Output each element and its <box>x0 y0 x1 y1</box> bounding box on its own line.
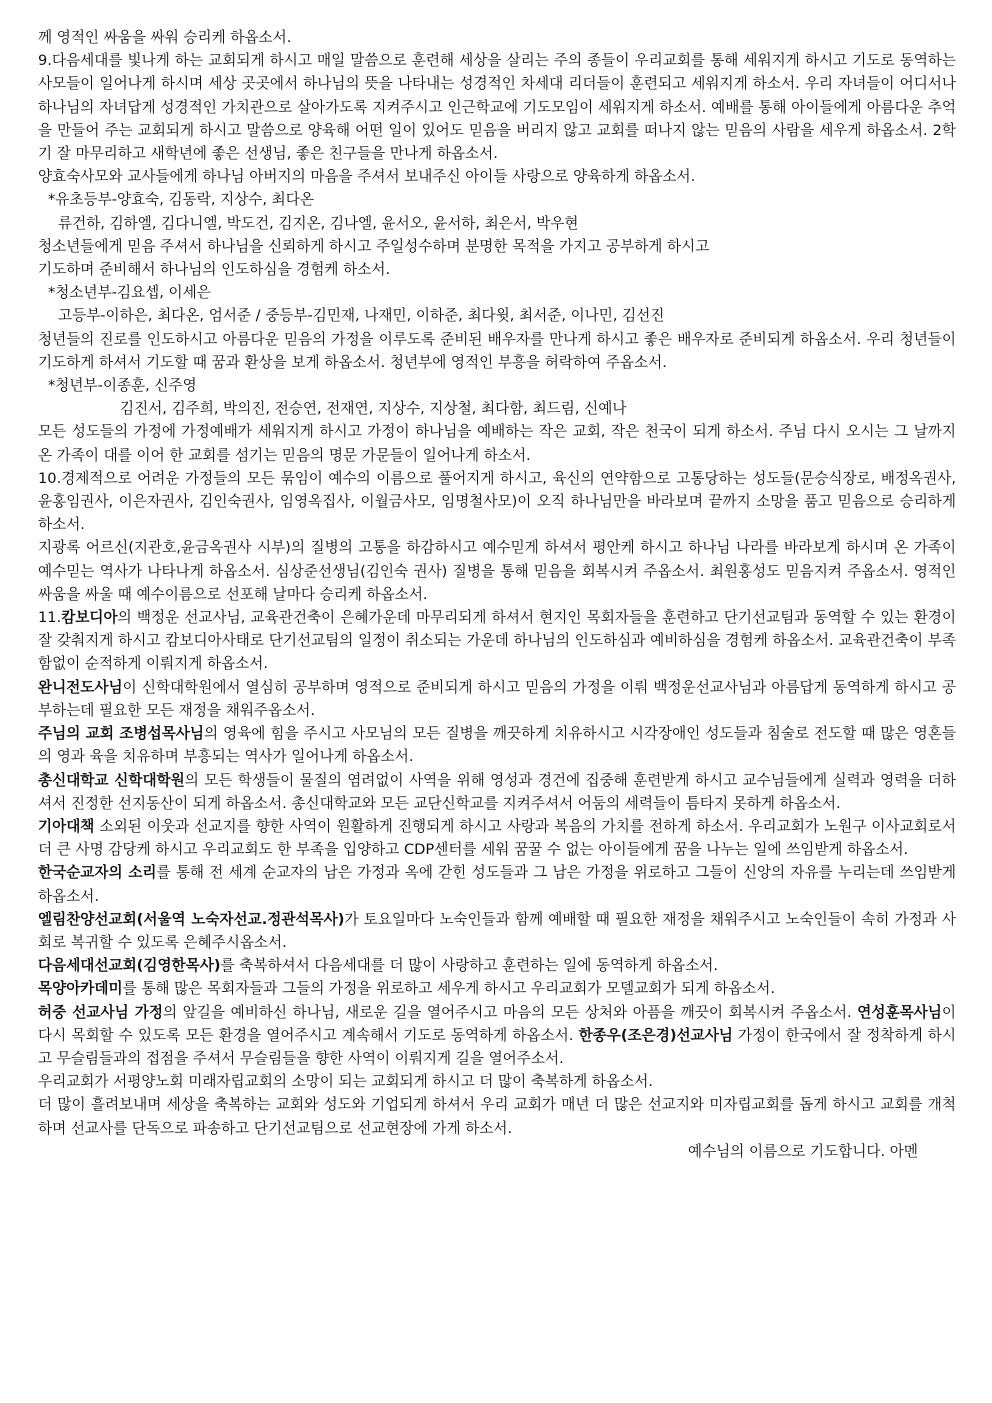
kids-dept-names: 류건하, 김하엘, 김다니엘, 박도건, 김지온, 김나엘, 윤서오, 윤서하, 최은서, 박우현 <box>58 214 579 232</box>
prayer-item-10: 10.경제적으로 어려운 가정들의 모든 묶임이 예수의 이름으로 풀어지게 하시고, 육신의 연약함으로 고통당하는 성도들(문승식장로, 배정옥권사, 윤홍임권사, 이은자권사, 김인숙권사, 임영옥집사, 이월금사모, 임명철사모)이 오직 하나님만을 바라보며 끝까지 소망을 품고 믿음으로 승리하게 하소서. <box>38 469 956 534</box>
nextgen-prayer <box>38 954 956 977</box>
teen-prayer-line-2: 기도하며 준비해서 하나님의 인도하심을 경험케 하소서. <box>38 261 391 279</box>
youth-dept-heading: *청년부-이종훈, 신주영 <box>48 377 197 395</box>
jo-text: 의 영육에 힘을 주시고 사모님의 모든 질병을 깨끗하게 치유하시고 시각장애인 성도들과 침술로 전도할 때 많은 영혼들의 영과 육을 치유하며 부흥되는 역사가 일어나게 하옵소서. <box>38 725 956 766</box>
mokyang-prayer <box>38 977 956 1000</box>
missionary-prayer <box>38 1001 956 1071</box>
mokyang-text: 를 통해 많은 목회자들과 그들의 가정을 위로하고 세우게 하시고 우리교회가 모델교회가 되게 하옵소서. <box>122 980 776 998</box>
elder-prayer: 지광록 어르신(지관호,윤금옥권사 시부)의 질병의 고통을 하감하시고 예수믿게 하셔서 평안케 하시고 하나님 나라를 바라보게 하시며 온 가족이 예수믿는 역사가 나타나게 하옵소서. 심상준선생님(김인숙 권사) 질병을 통해 믿음을 회복시켜 주옵소서. 최원홍성도 믿음지켜 주옵소서. 영적인 싸움을 싸울 때 예수이름으로 선포해 날마다 승리케 하옵소서. <box>38 539 956 603</box>
kia-prayer <box>38 815 956 861</box>
han-text: 가정이 한국에서 잘 정착하게 하시고 무슬림들과의 접점을 주셔서 무슬림들을 향한 사역이 이뤄지게 길을 열어주소서. <box>38 1026 957 1067</box>
chongshin-text: 의 모든 학생들이 물질의 염려없이 사역을 위해 영성과 경건에 집중해 훈련받게 하시고 교수님들에게 실력과 영력을 더하셔서 진정한 선지동산이 되게 하옵소서. 총신대학교와 모든 교단신학교를 지켜주셔서 어둠의 세력들이 틈타지 못하게 하옵소서. <box>38 771 956 812</box>
nextgen-text: 를 축복하셔서 다음세대를 더 많이 사랑하고 훈련하는 일에 동역하게 하옵소서. <box>220 957 719 975</box>
kids-dept-heading: *유초등부-양효숙, 김동락, 지상수, 최다온 <box>48 191 314 209</box>
jo-label: 주님의 교회 조병섭목사님 <box>38 725 204 743</box>
yeon-label: 연성훈목사님 <box>857 1003 942 1021</box>
chongshin-prayer <box>38 769 956 815</box>
prayer-item-11 <box>38 606 956 676</box>
kia-label: 기아대책 <box>38 817 95 835</box>
jo-prayer <box>38 722 956 768</box>
youth-prayer: 청년들의 진로를 인도하시고 아름다운 믿음의 가정을 이루도록 준비된 배우자를 만나게 하시고 좋은 배우자로 준비되게 하옵소서. 우리 청년들이 기도하게 하셔서 기도할 때 꿈과 환상을 보게 하옵소서. 청년부에 영적인 부흥을 허락하여 주옵소서. <box>38 330 956 371</box>
seopyeong-prayer: 우리교회가 서평양노회 미래자립교회의 소망이 되는 교회되게 하시고 더 많이 축복하게 하옵소서. <box>38 1073 653 1091</box>
martyr-label: 한국순교자의 소리 <box>38 864 157 882</box>
ellim-text: 가 토요일마다 노숙인들과 함께 예배할 때 필요한 재정을 채워주시고 노숙인들이 속히 가정과 사회로 복귀할 수 있도록 은혜주시옵소서. <box>38 910 956 951</box>
teen-dept-heading: *청소년부-김요셉, 이세은 <box>48 284 211 302</box>
closing-line: 예수님의 이름으로 기도합니다. 아멘 <box>687 1142 918 1160</box>
martyr-text: 를 통해 전 세계 순교자의 남은 가정과 옥에 갇힌 성도들과 그 남은 가정을 위로하고 그들이 신앙의 자유를 누리는데 쓰임받게 하옵소서. <box>38 864 956 905</box>
yeon-text: 이 다시 목회할 수 있도록 모든 환경을 열어주시고 계속해서 기도로 동역하게 하옵소서. <box>38 1003 956 1044</box>
cambodia-label: 캄보디아 <box>61 609 118 627</box>
martyr-prayer <box>38 861 956 907</box>
cambodia-text: 의 백정운 선교사님, 교육관건축이 은혜가운데 마무리되게 하셔서 현지인 목회자들을 훈련하고 단기선교팀과 동역할 수 있는 환경이 잘 갖춰지게 하시고 캄보디아사태로 단기선교팀의 일정이 취소되는 가운데 하나님의 인도하심과 예비하심을 경험케 하옵소서. 교육관건축이 부족함없이 순적하게 이뤄지게 하옵소서. <box>38 609 956 673</box>
heo-label: 허중 선교사님 가정 <box>38 1003 163 1021</box>
kia-text: 소외된 이웃과 선교지를 향한 사역이 원활하게 진행되게 하시고 사랑과 복음의 가치를 전하게 하소서. 우리교회가 노원구 이사교회로서 더 큰 사명 감당케 하시고 우리교회도 한 부족을 입양하고 CDP센터를 세워 꿈꿀 수 없는 아이들에게 꿈을 나누는 일에 쓰임받게 하옵소서. <box>38 817 956 859</box>
item-number: 11. <box>38 609 62 627</box>
family-prayer: 모든 성도들의 가정에 가정예배가 세워지게 하시고 가정이 하나님을 예배하는 작은 교회, 작은 천국이 되게 하소서. 주님 다시 오시는 그 날까지 온 가족이 대를 이어 한 교회를 섬기는 믿음의 명문 가문들이 일어나게 하소서. <box>38 423 956 464</box>
mokyang-label: 목양아카데미 <box>38 980 123 998</box>
mission-prayer: 더 많이 흘려보내며 세상을 축복하는 교회와 성도와 기업되게 하셔서 우리 교회가 매년 더 많은 선교지와 미자립교회를 돕게 하시고 교회를 개척하며 선교사를 단독으로 파송하고 단기선교팀으로 선교현장에 가게 하소서. <box>38 1096 956 1137</box>
continuation-line: 께 영적인 싸움을 싸워 승리케 하옵소서. <box>38 29 292 46</box>
chongshin-label: 총신대학교 신학대학원 <box>38 771 185 789</box>
wani-label: 완니전도사님 <box>38 678 123 696</box>
ellim-label: 엘림찬양선교회(서울역 노숙자선교.정관석목사) <box>38 910 345 928</box>
youth-dept-names: 김진서, 김주희, 박의진, 전승연, 전재연, 지상수, 지상철, 최다함, 최드림, 신예나 <box>120 400 627 418</box>
ellim-prayer <box>38 908 956 954</box>
wani-text: 이 신학대학원에서 열심히 공부하며 영적으로 준비되게 하시고 믿음의 가정을 이뤄 백정운선교사님과 아름답게 동역하게 하시고 공부하는데 필요한 모든 재정을 채워주옵소서. <box>38 678 956 719</box>
teacher-prayer: 양효숙사모와 교사들에게 하나님 아버지의 마음을 주셔서 보내주신 아이들 사랑으로 양육하게 하옵소서. <box>38 168 696 186</box>
teen-dept-names: 고등부-이하은, 최다온, 엄서준 / 중등부-김민재, 나재민, 이하준, 최다윗, 최서준, 이나민, 김선진 <box>58 307 665 325</box>
prayer-item-9: 9.다음세대를 빛나게 하는 교회되게 하시고 매일 말씀으로 훈련해 세상을 살리는 주의 종들이 우리교회를 통해 세워지게 하시고 기도로 동역하는 사모들이 일어나게 하시며 세상 곳곳에서 하나님의 뜻을 나타내는 성경적인 차세대 리더들이 훈련되고 세워지게 하소서. 우리 자녀들이 어디서나 하나님의 자녀답게 성경적인 가치관으로 살아가도록 지켜주시고 인근학교에 기도모임이 세워지게 하소서. 예배를 통해 아이들에게 아름다운 추억을 만들어 주는 교회되게 하시고 말씀으로 양육해 어떤 일이 있어도 믿음을 버리지 않고 교회를 떠나지 않는 믿음의 사람을 세우게 하옵소서. 2학기 잘 마무리하고 새학년에 좋은 선생님, 좋은 친구들을 만나게 하옵소서. <box>38 52 956 163</box>
nextgen-label: 다음세대선교회(김영한목사) <box>38 957 221 975</box>
heo-text: 의 앞길을 예비하신 하나님, 새로운 길을 열어주시고 마음의 모든 상처와 아픔을 깨끗이 회복시켜 주옵소서. <box>162 1003 858 1021</box>
wani-prayer <box>38 676 956 722</box>
teen-prayer-line-1: 청소년들에게 믿음 주셔서 하나님을 신뢰하게 하시고 주일성수하며 분명한 목적을 가지고 공부하게 하시고 <box>38 237 710 255</box>
han-label: 한종우(조은경)선교사님 <box>578 1026 733 1044</box>
prayer-document <box>38 26 956 1163</box>
